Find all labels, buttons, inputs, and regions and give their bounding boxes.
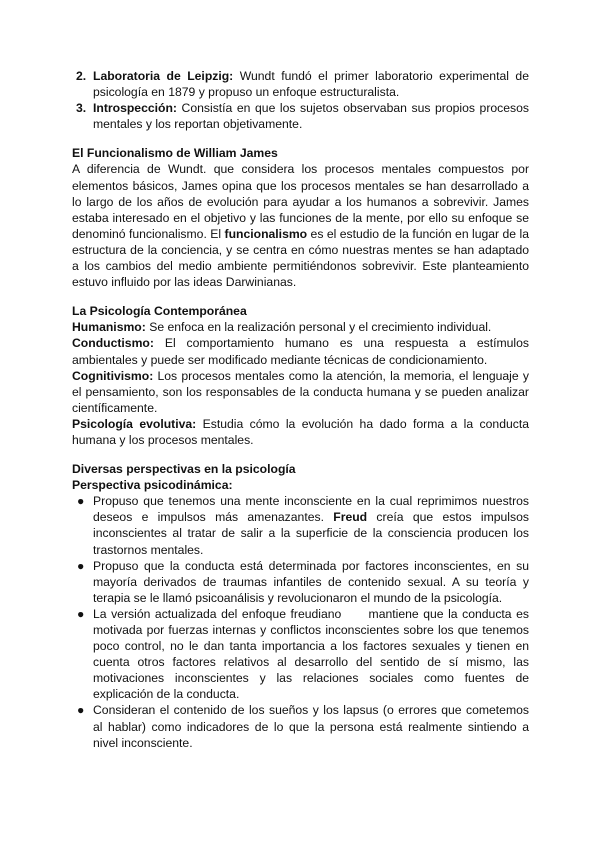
contemporanea-text: El comportamiento humano es una respuesta a estímulos ambientales y puede ser modificado mediante técnicas de condicionamiento. bbox=[72, 336, 529, 367]
contemporanea-item-cognitivismo bbox=[72, 368, 529, 416]
list-number: 2. bbox=[76, 69, 87, 83]
list-term: Introspección: bbox=[93, 101, 177, 116]
list-number: 3. bbox=[76, 101, 87, 116]
contemporanea-item-humanismo bbox=[72, 319, 529, 335]
perspectivas-heading: Diversas perspectivas en la psicología bbox=[72, 462, 296, 477]
contemporanea-term: Psicología evolutiva: bbox=[72, 416, 197, 431]
bullet-icon: ● bbox=[77, 558, 85, 573]
bullet-item bbox=[72, 606, 533, 703]
bullet-item bbox=[72, 558, 529, 606]
bullet-item bbox=[72, 702, 529, 750]
funcionalismo-text-after: es el estudio de la función en lugar de la estructura de la conciencia, y se centra en cómo nuestras mentes se han adaptado a los cambios del medio ambiente permitiéndonos sobrevivir. Este planteamiento estuvo influido por las ideas Darwinianas. bbox=[72, 226, 529, 290]
funcionalismo-text-before: A diferencia de Wundt. que considera los procesos mentales compuestos por elementos básicos, James opina que los procesos mentales se han desarrollado a lo largo de los años de evolución para ayudar a los humanos a sobrevivir. James estaba interesado en el objetivo y las funciones de la mente, por ello su enfoque se denominó funcionalismo. El bbox=[72, 162, 529, 241]
funcionalismo-bold-term: funcionalismo bbox=[224, 226, 308, 241]
bullet-bold-term: Freud bbox=[333, 510, 368, 525]
bullet-text: Propuso que la conducta está determinada por factores inconscientes, en su mayoría derivados de traumas infantiles de contenido sexual. A su teoría y terapia se le llamó psicoanálisis y revolucionaron el mundo de la psicología. bbox=[93, 558, 529, 605]
contemporanea-text: Los procesos mentales como la atención, la memoria, el lenguaje y el pensamiento, son los responsables de la conducta humana y se pueden analizar científicamente. bbox=[72, 368, 529, 415]
contemporanea-item-conductismo bbox=[72, 335, 529, 367]
contemporanea-term: Humanismo: bbox=[72, 320, 146, 335]
bullet-text: La versión actualizada del enfoque freudiano mantiene que la conducta es motivada por fuerzas internas y conflictos inconscientes sobre los que tenemos poco control, no le dan tanta importancia a los factores sexuales y tienen en cuenta otros factores relativos al desarrollo del sentido de sí mismo, las motivaciones inconscientes y las relaciones sociales como fuentes de explicación de la conducta. bbox=[93, 606, 533, 702]
funcionalismo-heading: El Funcionalismo de William James bbox=[72, 146, 278, 161]
bullet-item bbox=[72, 493, 529, 557]
contemporanea-text: Estudia cómo la evolución ha dado forma a la conducta humana y los procesos mentales. bbox=[72, 416, 530, 447]
bullet-icon: ● bbox=[77, 606, 85, 621]
list-item-introspeccion bbox=[72, 100, 529, 132]
contemporanea-heading: La Psicología Contemporánea bbox=[72, 304, 247, 319]
list-term: Laboratoria de Leipzig: bbox=[93, 69, 234, 83]
list-text: Wundt fundó el primer laboratorio experimental de psicología en 1879 y propuso un enfoque estructuralista. bbox=[93, 69, 529, 100]
funcionalismo-paragraph bbox=[72, 161, 529, 290]
bullet-text: creía que estos impulsos inconscientes al tratar de salir a la superficie de la consciencia producen los trastornos mentales. bbox=[93, 510, 529, 557]
bullet-text: Propuso que tenemos una mente inconsciente en la cual reprimimos nuestros deseos e impulsos más amenazantes. bbox=[93, 494, 529, 525]
bullet-text: Consideran el contenido de los sueños y los lapsus (o errores que cometemos al hablar) como indicadores de lo que la persona está realmente sintiendo a nivel inconsciente. bbox=[93, 703, 529, 750]
contemporanea-text: Se enfoca en la realización personal y el crecimiento individual. bbox=[145, 320, 492, 335]
contemporanea-term: Cognitivismo: bbox=[72, 368, 154, 383]
psicodinamica-subheading: Perspectiva psicodinámica: bbox=[72, 478, 233, 493]
contemporanea-term: Conductismo: bbox=[72, 336, 154, 351]
list-item-leipzig bbox=[72, 68, 529, 100]
bullet-icon: ● bbox=[77, 703, 85, 718]
list-text: Consistía en que los sujetos observaban sus propios procesos mentales y los reportan objetivamente. bbox=[93, 101, 529, 132]
contemporanea-item-evolutiva bbox=[72, 416, 529, 448]
psicodinamica-bullet-list bbox=[72, 493, 533, 751]
bullet-icon: ● bbox=[77, 494, 85, 509]
numbered-list bbox=[72, 68, 529, 132]
